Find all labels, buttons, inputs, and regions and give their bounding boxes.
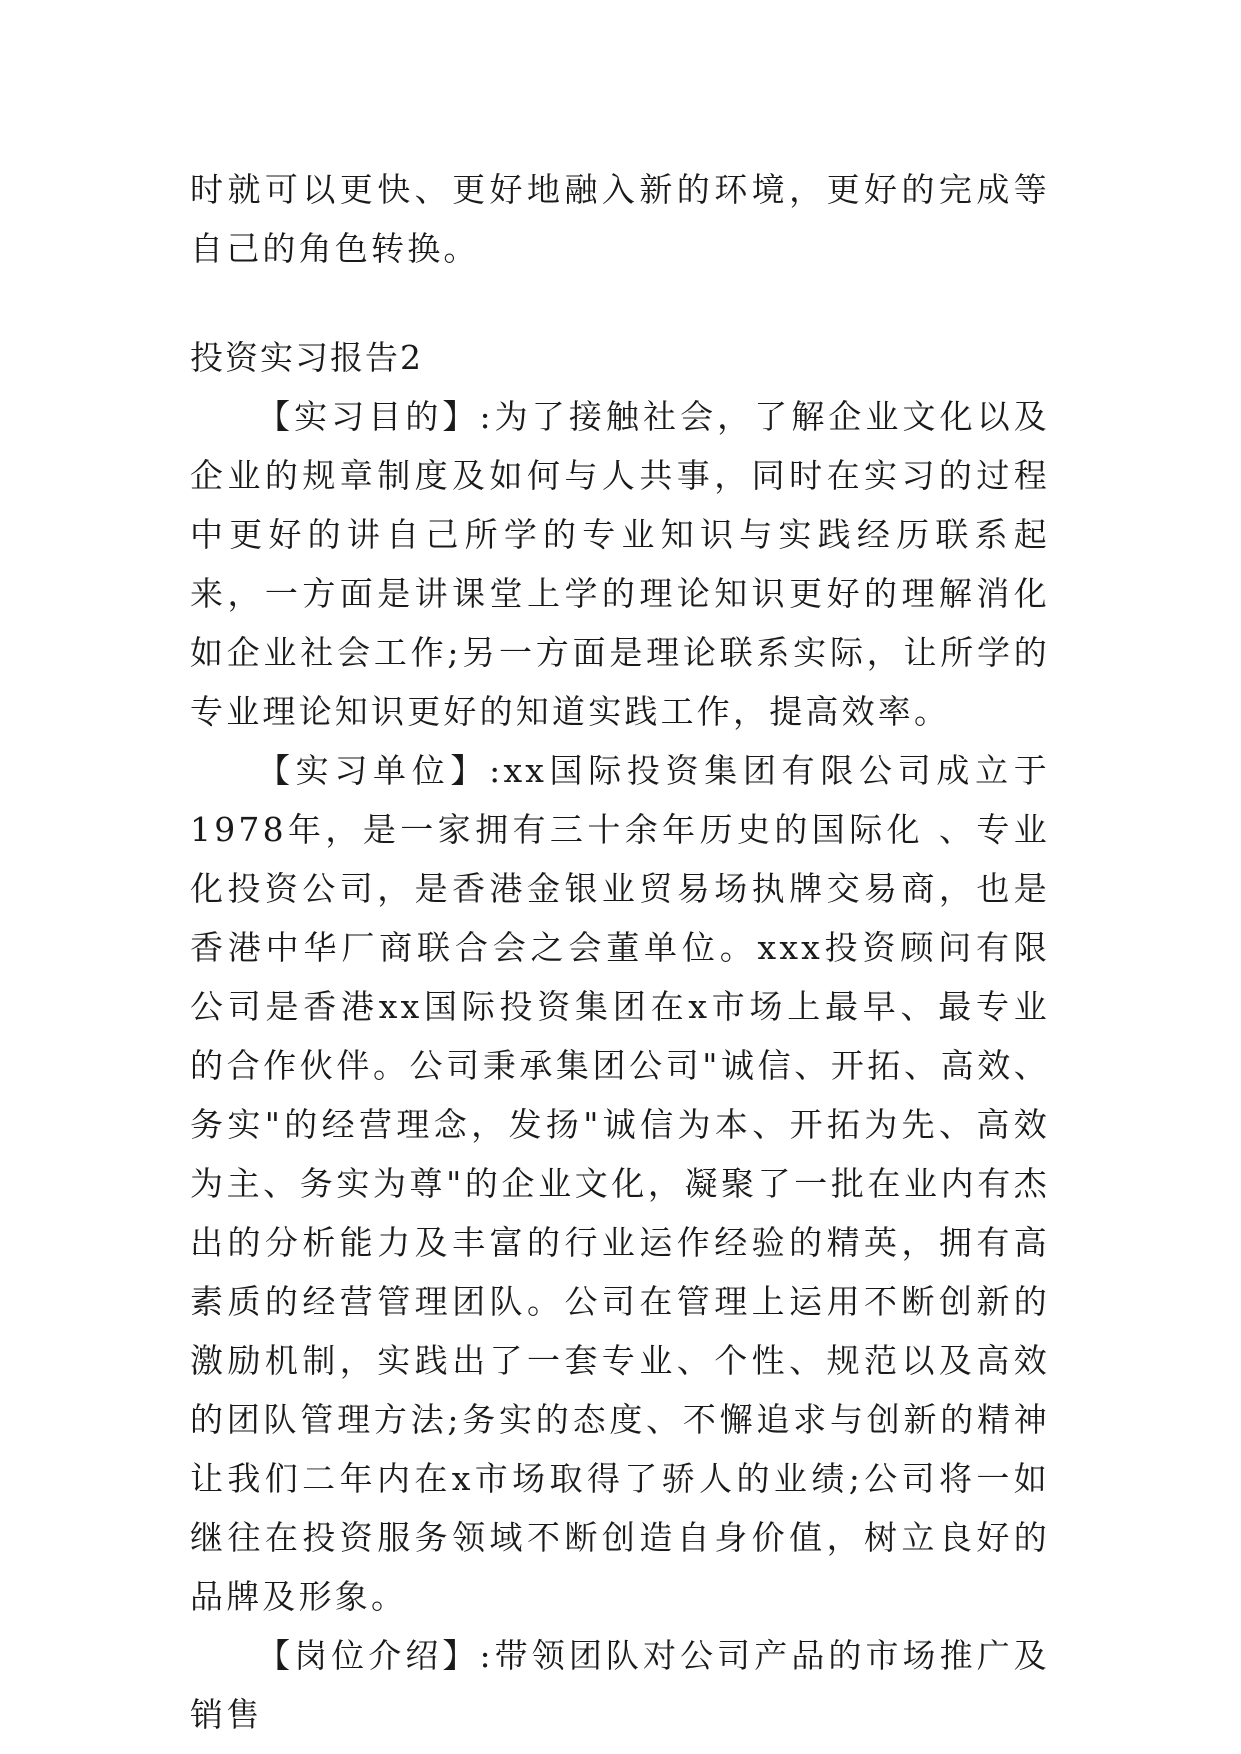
document-body	[190, 160, 1050, 1744]
paragraph-text: :带领团队对公司产品的市场推广及销售	[190, 1636, 1050, 1734]
continuation-paragraph: 时就可以更快、更好地融入新的环境，更好的完成等自己的角色转换。	[190, 170, 1050, 268]
paragraph-internship-company	[190, 741, 1050, 1626]
paragraph-text: :为了接触社会，了解企业文化以及企业的规章制度及如何与人共事，同时在实习的过程中更好的讲自己所学的专业知识与实践经历联系起来，一方面是讲课堂上学的理论知识更好的理解消化如企业社会工作;另一方面是理论联系实际，让所学的专业理论知识更好的知道实践工作，提高效率。	[190, 397, 1050, 731]
paragraph-label: 【实习单位】	[257, 751, 490, 790]
paragraph-label: 【实习目的】	[257, 397, 480, 436]
section-title: 投资实习报告2	[190, 338, 423, 377]
paragraph-internship-purpose	[190, 387, 1050, 741]
paragraph-job-introduction	[190, 1626, 1050, 1744]
paragraph-text: :xx国际投资集团有限公司成立于1978年，是一家拥有三十余年历史的国际化 、专业化投资公司，是香港金银业贸易场执牌交易商，也是香港中华厂商联合会之会董单位。xxx投资顾问有限公司是香港xx国际投资集团在x市场上最早、最专业的合作伙伴。公司秉承集团公司"诚信、开拓、高效、务实"的经营理念，发扬"诚信为本、开拓为先、高效为主、务实为尊"的企业文化，凝聚了一批在业内有杰出的分析能力及丰富的行业运作经验的精英，拥有高素质的经营管理团队。公司在管理上运用不断创新的激励机制，实践出了一套专业、个性、规范以及高效的团队管理方法;务实的态度、不懈追求与创新的精神让我们二年内在x市场取得了骄人的业绩;公司将一如继往在投资服务领域不断创造自身价值，树立良好的品牌及形象。	[190, 751, 1050, 1616]
paragraph-label: 【岗位介绍】	[257, 1636, 480, 1675]
